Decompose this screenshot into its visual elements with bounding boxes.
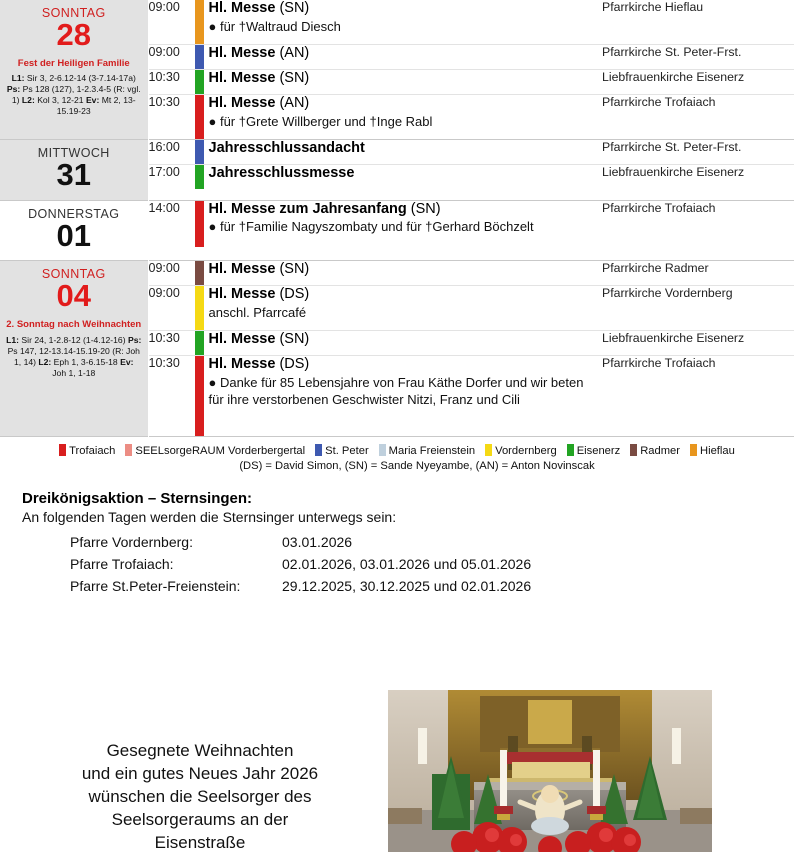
event-location: Liebfrauenkirche Eisenerz [602,331,794,356]
event-priest-code: (AN) [279,95,310,111]
legend-item [379,444,475,459]
events-table [149,0,794,139]
event-title [209,45,603,63]
parish-color-bar [195,45,204,69]
parish-color-legend [0,437,794,476]
day-group [0,140,794,201]
feast-name: Fest der Heiligen Familie [17,57,130,69]
legend-color-swatch [567,444,574,456]
event-main [209,0,603,45]
event-title [209,261,603,279]
legend-label: Hieflau [700,445,735,458]
event-location: Pfarrkirche St. Peter-Frst. [602,140,742,154]
day-header-cell [0,0,148,140]
event-title-text: Jahresschlussmesse [208,165,355,181]
event-priest-code: (SN) [279,331,310,348]
event-priest-code: (SN) [279,0,310,16]
parish-color-bar-cell [195,70,209,95]
legend-item [59,444,115,459]
day-number: 31 [56,157,91,192]
event-title-text: Hl. Messe [208,45,276,61]
parish-color-bar-cell [195,95,209,140]
legend-item [567,444,621,459]
daily-readings: L1: Sir 3, 2-6.12-14 (3-7.14-17a) Ps: Ps 128 (127), 1-2.3.4-5 (R: vgl. 1) L2: Kol 3, 12-21 Ev: Mt 2, 13-15.19-23 [6,73,141,117]
greeting-line: und ein gutes Neues Jahr 2026 [81,763,319,783]
parish-color-bar [195,201,204,247]
legend-color-swatch [59,444,66,456]
event-priest-code: (DS) [279,286,310,303]
legend-color-swatch [485,444,492,456]
event-time: 10:30 [149,356,195,437]
event-main [209,201,603,247]
parish-color-bar-cell [195,0,209,45]
parish-color-bar-cell [195,201,209,247]
day-weekday: DONNERSTAG [28,206,120,221]
daily-readings: L1: Sir 24, 1-2.8-12 (1-4.12-16) Ps: Ps 147, 12-13.14-15.19-20 (R: Joh 1, 14) L2: Eph 1, 3-6.15-18 Ev: Joh 1, 1-18 [6,334,142,378]
day-group [0,0,794,140]
event-time: 17:00 [149,165,195,190]
event-priest-code: (DS) [279,356,310,373]
event-intention: ● für †Waltraud Diesch [208,18,341,34]
parish-color-bar-cell [195,45,209,70]
event-intention: ● für †Familie Nagyszombaty und für †Gerhard Böchzelt [208,219,534,235]
event-title-text: Hl. Messe [208,0,276,16]
event-location: Liebfrauenkirche Eisenerz [602,165,794,190]
event-row[interactable] [149,356,794,437]
greeting-line: wünschen die Seelsorger des [88,786,312,806]
event-title-text: Hl. Messe [208,331,276,348]
event-location: Pfarrkirche Trofaiach [602,95,794,140]
priest-abbreviation-note: (DS) = David Simon, (SN) = Sande Nyeyambe, (AN) = Anton Novinscak [239,460,595,473]
event-row[interactable] [149,165,794,190]
event-main [209,70,603,95]
legend-label: Eisenerz [576,445,621,458]
greeting-line: Gesegnete Weihnachten [106,741,294,760]
event-title-text: Hl. Messe [208,70,276,86]
legend-items-row [0,444,794,459]
event-intention: anschl. Pfarrcafé [208,304,307,320]
feast-name: 2. Sonntag nach Weihnachten [6,318,142,330]
sternsingen-section [0,476,794,597]
event-title [209,95,603,113]
event-title [209,140,603,158]
day-group [0,261,794,437]
event-row[interactable] [149,70,794,95]
event-main [209,140,603,165]
event-title [209,0,603,18]
parish-color-bar [195,0,204,44]
event-row[interactable] [149,331,794,356]
parish-color-bar-cell [195,331,209,356]
event-time: 10:30 [149,70,195,95]
event-title [209,165,603,183]
event-time: 09:00 [148,0,180,14]
event-time: 09:00 [148,261,180,276]
event-location: Pfarrkirche Hieflau [602,0,704,14]
event-row[interactable] [149,45,794,70]
sternsingen-parish: Pfarre Vordernberg: [70,534,193,551]
parish-color-bar [195,95,204,139]
event-title-text: Hl. Messe [208,95,276,111]
event-time: 09:00 [149,45,195,70]
event-title [209,201,603,219]
event-row[interactable] [149,261,794,286]
parish-color-bar [195,165,204,189]
day-weekday: MITTWOCH [37,146,110,160]
event-title [209,286,603,304]
event-title-text: Hl. Messe [208,286,276,303]
event-title-text: Jahresschlussandacht [208,140,365,156]
day-header-cell [0,200,148,261]
legend-label: Radmer [640,445,681,458]
sternsingen-lead: An folgenden Tagen werden die Sternsinger unterwegs sein: [22,509,397,526]
event-time: 10:30 [149,95,195,140]
sternsingen-row [70,531,531,553]
events-cell [148,140,794,201]
parish-color-bar-cell [195,261,209,286]
event-title-text: Hl. Messe [208,261,276,278]
day-weekday: SONNTAG [41,267,106,282]
legend-color-swatch [315,444,322,456]
legend-item [485,444,557,459]
events-cell [148,200,794,261]
event-time: 16:00 [148,140,180,154]
parish-color-bar [195,70,204,94]
christmas-greeting [30,740,370,852]
day-group [0,200,794,261]
day-header-cell [0,261,148,437]
sternsingen-parish: Pfarre Trofaiach: [70,556,174,573]
day-weekday: SONNTAG [41,6,106,20]
event-priest-code: (SN) [279,261,310,278]
legend-color-swatch [379,444,386,456]
event-location: Liebfrauenkirche Eisenerz [602,70,794,95]
legend-color-swatch [630,444,637,456]
event-row[interactable] [149,201,794,247]
legend-label: St. Peter [325,445,369,458]
event-main [209,286,603,331]
day-header-cell [0,140,148,201]
sternsingen-dates: 29.12.2025, 30.12.2025 und 02.01.2026 [282,578,532,595]
parish-color-bar [195,286,204,330]
event-main [209,356,603,437]
parish-color-bar [195,356,204,436]
greeting-line: Seelsorgeraums an der [111,809,289,829]
parish-color-bar [195,140,204,164]
legend-color-swatch [125,444,132,456]
legend-item [630,444,680,459]
event-row[interactable] [149,140,794,165]
event-title [209,70,603,88]
bottom-section [0,690,794,852]
sternsingen-row [70,575,531,597]
event-title [209,331,603,349]
event-main [209,45,603,70]
legend-color-swatch [690,444,697,456]
event-time: 09:00 [149,286,195,331]
event-main [209,95,603,140]
event-intention: ● für †Grete Willberger und †Inge Rabl [208,113,433,129]
event-location: Pfarrkirche Trofaiach [602,200,716,215]
legend-label: Maria Freienstein [388,445,476,458]
parish-color-bar [195,261,204,285]
event-time: 14:00 [148,200,180,215]
day-number: 04 [56,278,91,314]
event-priest-code: (SN) [410,200,441,217]
event-title [209,356,603,374]
events-table [149,140,794,189]
legend-label: Trofaiach [69,445,116,458]
legend-label: SEELsorgeRAUM Vorderbergertal [135,445,306,458]
event-main [209,165,603,190]
legend-item [690,444,735,459]
parish-color-bar-cell [195,286,209,331]
sternsingen-title: Dreikönigsaktion – Sternsingen: [22,490,253,508]
sternsingen-dates-table [70,531,531,597]
christmas-altar-photo [388,690,712,852]
event-intention: ● Danke für 85 Lebensjahre von Frau Käthe Dorfer und wir beten für ihre verstorbenen Geschwister Nitzi, Franz und Cili [208,374,584,407]
event-main [209,261,603,286]
events-cell [148,261,794,437]
event-title-text: Hl. Messe [208,356,276,373]
events-table [149,201,794,247]
legend-label: Vordernberg [495,445,557,458]
event-location: Pfarrkirche Trofaiach [602,356,794,437]
day-number: 01 [56,217,91,253]
parish-color-bar-cell [195,165,209,190]
event-row[interactable] [149,286,794,331]
event-row[interactable] [149,0,794,45]
parish-color-bar-cell [195,140,209,165]
sternsingen-parish: Pfarre St.Peter-Freienstein: [70,578,241,595]
parish-color-bar [195,331,204,355]
event-row[interactable] [149,95,794,140]
event-time: 10:30 [149,331,195,356]
legend-item [125,444,305,459]
parish-color-bar-cell [195,356,209,437]
event-location: Pfarrkirche Radmer [602,261,709,276]
event-main [209,331,603,356]
day-number: 28 [56,17,91,52]
greeting-line: Eisenstraße [154,832,246,852]
sternsingen-dates: 02.01.2026, 03.01.2026 und 05.01.2026 [282,556,532,573]
events-cell [148,0,794,140]
legend-item [315,444,369,459]
event-location: Pfarrkirche St. Peter-Frst. [602,45,794,70]
altar-photo-illustration [388,690,712,852]
event-location: Pfarrkirche Vordernberg [602,286,794,331]
event-priest-code: (SN) [279,70,310,86]
sternsingen-row [70,553,531,575]
events-table [149,261,794,436]
sternsingen-dates: 03.01.2026 [282,534,353,551]
event-title-text: Hl. Messe zum Jahresanfang [208,200,407,217]
event-priest-code: (AN) [279,45,310,61]
